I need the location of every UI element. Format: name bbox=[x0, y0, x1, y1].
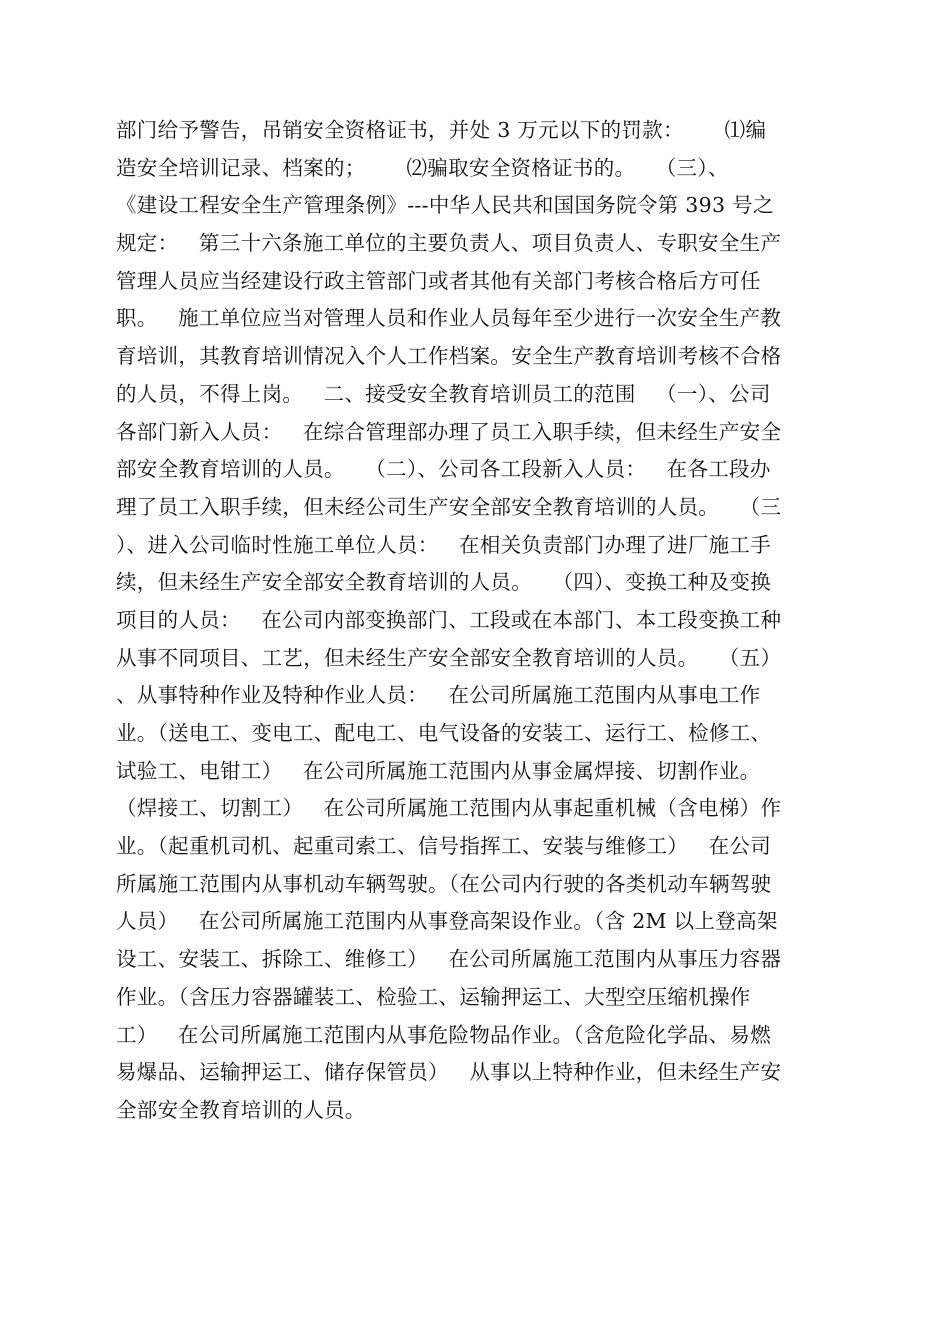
text-line: 续，但未经生产安全部安全教育培训的人员。 （四）、变换工种及变换 bbox=[116, 570, 771, 595]
text-line: 业。（送电工、变电工、配电工、电气设备的安装工、运行工、检修工、 bbox=[116, 721, 772, 745]
text-line: 理了员工入职手续，但未经公司生产安全部安全教育培训的人员。 （三 bbox=[116, 494, 782, 519]
text-line: 职。 施工单位应当对管理人员和作业人员每年至少进行一次安全生产教 bbox=[116, 306, 782, 331]
text-line: 所属施工范围内从事机动车辆驾驶。（在公司内行驶的各类机动车辆驾驶 bbox=[116, 871, 772, 896]
text-line: 《建设工程安全生产管理条例》---中华人民共和国国务院令第 393 号之 bbox=[116, 193, 774, 218]
text-line: 部安全教育培训的人员。 （二）、公司各工段新入人员： 在各工段办 bbox=[116, 457, 771, 482]
text-line: 设工、安装工、拆除工、维修工） 在公司所属施工范围内从事压力容器 bbox=[116, 947, 782, 972]
text-line: 从事不同项目、工艺，但未经生产安全部安全教育培训的人员。 （五） bbox=[116, 645, 782, 670]
text-line: 业。（起重机司机、起重司索工、信号指挥工、安装与维修工） 在公司 bbox=[116, 834, 771, 859]
text-line: 育培训，其教育培训情况入个人工作档案。安全生产教育培训考核不合格 bbox=[116, 344, 782, 369]
text-line: 项目的人员： 在公司内部变换部门、工段或在本部门、本工段变换工种 bbox=[116, 607, 782, 632]
text-line: 试验工、电钳工） 在公司所属施工范围内从事金属焊接、切割作业。 bbox=[116, 758, 761, 783]
text-line: 人员） 在公司所属施工范围内从事登高架设作业。（含 2M 以上登高架 bbox=[116, 909, 778, 934]
text-line: 管理人员应当经建设行政主管部门或者其他有关部门考核合格后方可任 bbox=[116, 268, 761, 293]
text-line: 易爆品、运输押运工、储存保管员） 从事以上特种作业，但未经生产安 bbox=[116, 1060, 782, 1085]
text-line: 工） 在公司所属施工范围内从事危险物品作业。（含危险化学品、易燃 bbox=[116, 1022, 771, 1047]
text-line: 的人员，不得上岗。 二、接受安全教育培训员工的范围 （一）、公司 bbox=[116, 381, 771, 406]
text-line: （焊接工、切割工） 在公司所属施工范围内从事起重机械（含电梯）作 bbox=[116, 796, 782, 821]
text-line: 造安全培训记录、档案的； ⑵骗取安全资格证书的。 （三）、 bbox=[116, 155, 729, 180]
text-line: 、从事特种作业及特种作业人员： 在公司所属施工范围内从事电工作 bbox=[116, 683, 761, 708]
text-line: 部门给予警告，吊销安全资格证书，并处 3 万元以下的罚款： ⑴编 bbox=[116, 118, 767, 142]
body-text bbox=[116, 112, 836, 1130]
text-line: 全部安全教育培训的人员。 bbox=[116, 1097, 366, 1122]
text-line: 作业。（含压力容器罐装工、检验工、运输押运工、大型空压缩机操作 bbox=[116, 984, 751, 1009]
text-line: 规定： 第三十六条施工单位的主要负责人、项目负责人、专职安全生产 bbox=[116, 231, 782, 256]
text-line: 各部门新入人员： 在综合管理部办理了员工入职手续，但未经生产安全 bbox=[116, 419, 782, 444]
text-line: ）、进入公司临时性施工单位人员： 在相关负责部门办理了进厂施工手 bbox=[116, 532, 771, 557]
